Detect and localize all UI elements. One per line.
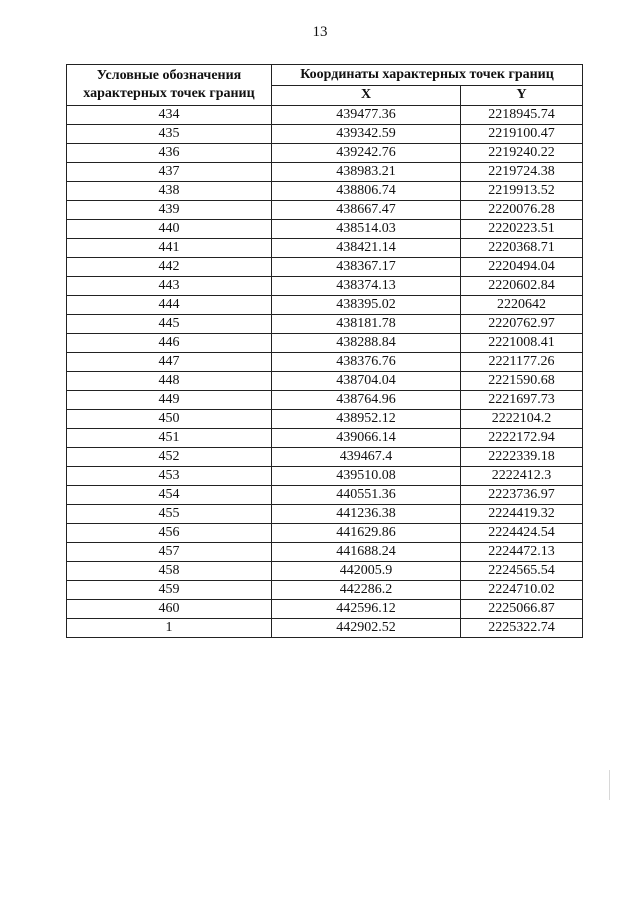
y-coordinate-cell: 2225322.74	[461, 619, 583, 638]
y-coordinate-cell: 2221008.41	[461, 334, 583, 353]
table-row	[67, 562, 583, 581]
table-row	[67, 467, 583, 486]
x-coordinate-cell: 442902.52	[272, 619, 461, 638]
x-coordinate-cell: 441236.38	[272, 505, 461, 524]
x-coordinate-cell: 439342.59	[272, 125, 461, 144]
point-cell: 460	[67, 600, 272, 619]
point-cell: 435	[67, 125, 272, 144]
table-row	[67, 372, 583, 391]
table-row	[67, 410, 583, 429]
table-row	[67, 277, 583, 296]
y-coordinate-cell: 2221590.68	[461, 372, 583, 391]
x-coordinate-cell: 441629.86	[272, 524, 461, 543]
y-coordinate-cell: 2220642	[461, 296, 583, 315]
y-column-header: Y	[461, 85, 583, 106]
table-row	[67, 144, 583, 163]
x-coordinate-cell: 439477.36	[272, 106, 461, 125]
x-coordinate-cell: 439467.4	[272, 448, 461, 467]
boundary-points-table	[66, 64, 583, 638]
x-coordinate-cell: 438983.21	[272, 163, 461, 182]
y-coordinate-cell: 2224419.32	[461, 505, 583, 524]
table-row	[67, 581, 583, 600]
table-row	[67, 201, 583, 220]
point-cell: 459	[67, 581, 272, 600]
y-coordinate-cell: 2219100.47	[461, 125, 583, 144]
table-row	[67, 296, 583, 315]
x-coordinate-cell: 442005.9	[272, 562, 461, 581]
y-coordinate-cell: 2219913.52	[461, 182, 583, 201]
point-cell: 458	[67, 562, 272, 581]
y-coordinate-cell: 2222339.18	[461, 448, 583, 467]
point-cell: 451	[67, 429, 272, 448]
x-coordinate-cell: 438395.02	[272, 296, 461, 315]
point-cell: 441	[67, 239, 272, 258]
point-cell: 438	[67, 182, 272, 201]
table-row	[67, 486, 583, 505]
point-cell: 443	[67, 277, 272, 296]
x-coordinate-cell: 439066.14	[272, 429, 461, 448]
table-row	[67, 448, 583, 467]
x-coordinate-cell: 440551.36	[272, 486, 461, 505]
x-coordinate-cell: 438367.17	[272, 258, 461, 277]
y-coordinate-cell: 2224424.54	[461, 524, 583, 543]
table-row	[67, 239, 583, 258]
y-coordinate-cell: 2221177.26	[461, 353, 583, 372]
table-row	[67, 258, 583, 277]
table-row	[67, 543, 583, 562]
point-cell: 444	[67, 296, 272, 315]
y-coordinate-cell: 2220762.97	[461, 315, 583, 334]
point-cell: 457	[67, 543, 272, 562]
table-body	[67, 106, 583, 638]
table-header	[67, 65, 583, 106]
table-row	[67, 125, 583, 144]
point-cell: 1	[67, 619, 272, 638]
table-row	[67, 391, 583, 410]
coordinates-column-header: Координаты характерных точек границ	[272, 65, 583, 86]
table-row	[67, 182, 583, 201]
x-coordinate-cell: 438181.78	[272, 315, 461, 334]
point-cell: 450	[67, 410, 272, 429]
y-coordinate-cell: 2218945.74	[461, 106, 583, 125]
x-coordinate-cell: 438421.14	[272, 239, 461, 258]
table-row	[67, 353, 583, 372]
designation-column-header: Условные обозначения характерных точек границ	[67, 65, 272, 106]
point-cell: 437	[67, 163, 272, 182]
x-coordinate-cell: 439242.76	[272, 144, 461, 163]
table-row	[67, 429, 583, 448]
page-number: 13	[312, 24, 328, 40]
table-row	[67, 315, 583, 334]
point-cell: 454	[67, 486, 272, 505]
point-cell: 456	[67, 524, 272, 543]
x-coordinate-cell: 441688.24	[272, 543, 461, 562]
point-cell: 449	[67, 391, 272, 410]
x-coordinate-cell: 442286.2	[272, 581, 461, 600]
x-coordinate-cell: 438667.47	[272, 201, 461, 220]
table-row	[67, 505, 583, 524]
x-coordinate-cell: 439510.08	[272, 467, 461, 486]
y-coordinate-cell: 2222412.3	[461, 467, 583, 486]
y-coordinate-cell: 2220223.51	[461, 220, 583, 239]
y-coordinate-cell: 2220602.84	[461, 277, 583, 296]
point-cell: 447	[67, 353, 272, 372]
point-cell: 452	[67, 448, 272, 467]
x-coordinate-cell: 438806.74	[272, 182, 461, 201]
x-column-header: X	[272, 85, 461, 106]
y-coordinate-cell: 2220076.28	[461, 201, 583, 220]
header-row	[67, 65, 583, 86]
x-coordinate-cell: 442596.12	[272, 600, 461, 619]
point-cell: 453	[67, 467, 272, 486]
x-coordinate-cell: 438764.96	[272, 391, 461, 410]
point-cell: 440	[67, 220, 272, 239]
scan-artifact-line	[609, 770, 610, 800]
y-coordinate-cell: 2219240.22	[461, 144, 583, 163]
y-coordinate-cell: 2223736.97	[461, 486, 583, 505]
table-row	[67, 106, 583, 125]
table-row	[67, 220, 583, 239]
point-cell: 445	[67, 315, 272, 334]
y-coordinate-cell: 2224710.02	[461, 581, 583, 600]
point-cell: 436	[67, 144, 272, 163]
point-cell: 455	[67, 505, 272, 524]
table-row	[67, 163, 583, 182]
y-coordinate-cell: 2224565.54	[461, 562, 583, 581]
point-cell: 446	[67, 334, 272, 353]
y-coordinate-cell: 2220494.04	[461, 258, 583, 277]
point-cell: 439	[67, 201, 272, 220]
y-coordinate-cell: 2222172.94	[461, 429, 583, 448]
table-row	[67, 619, 583, 638]
point-cell: 442	[67, 258, 272, 277]
x-coordinate-cell: 438288.84	[272, 334, 461, 353]
x-coordinate-cell: 438514.03	[272, 220, 461, 239]
point-cell: 434	[67, 106, 272, 125]
x-coordinate-cell: 438704.04	[272, 372, 461, 391]
table-row	[67, 600, 583, 619]
y-coordinate-cell: 2221697.73	[461, 391, 583, 410]
x-coordinate-cell: 438952.12	[272, 410, 461, 429]
y-coordinate-cell: 2224472.13	[461, 543, 583, 562]
x-coordinate-cell: 438374.13	[272, 277, 461, 296]
table-row	[67, 334, 583, 353]
x-coordinate-cell: 438376.76	[272, 353, 461, 372]
y-coordinate-cell: 2225066.87	[461, 600, 583, 619]
table-row	[67, 524, 583, 543]
y-coordinate-cell: 2222104.2	[461, 410, 583, 429]
y-coordinate-cell: 2219724.38	[461, 163, 583, 182]
point-cell: 448	[67, 372, 272, 391]
y-coordinate-cell: 2220368.71	[461, 239, 583, 258]
